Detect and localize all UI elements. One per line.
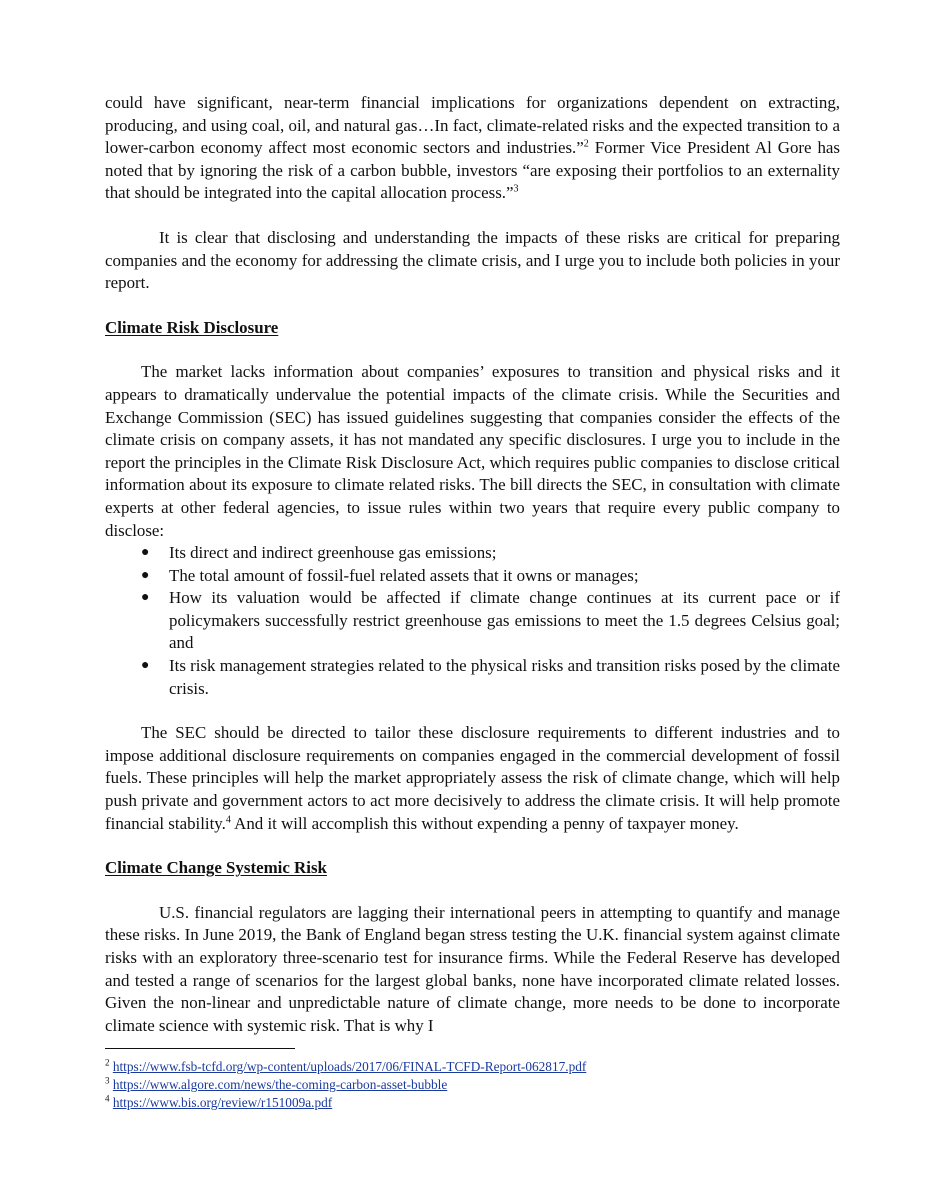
bullet-icon: ● bbox=[141, 545, 150, 561]
footnote-number: 3 bbox=[105, 1075, 110, 1086]
footnote-item bbox=[105, 1076, 586, 1094]
footnote-link[interactable]: https://www.bis.org/review/r151009a.pdf bbox=[112, 1095, 333, 1110]
footnote-item bbox=[105, 1094, 586, 1112]
list-item-text: Its risk management strategies related to the physical risks and transition risks posed by the climate crisis. bbox=[169, 656, 840, 698]
paragraph-text: The SEC should be directed to tailor these disclosure requirements to different industries and to impose additional disclosure requirements on companies engaged in the commercial development of fossil fuels. These principles will help the market appropriately assess the risk of climate change, which will help push private and government actors to act more decisively to address the climate crisis. It will help promote financial stability. bbox=[105, 723, 840, 833]
paragraph-systemic-risk: U.S. financial regulators are lagging their international peers in attempting to quantify and manage these risks. In June 2019, the Bank of England began stress testing the U.K. financial system against climate risks with an exploratory three-scenario test for insurance firms. While the Federal Reserve has developed and tested a range of scenarios for the largest global banks, none have incorporated climate related losses. Given the non-linear and unpredictable nature of climate change, more needs to be done to incorporate climate science with systemic risk. That is why I bbox=[105, 902, 840, 1035]
section-heading-systemic-risk: Climate Change Systemic Risk bbox=[105, 858, 327, 878]
paragraph-sec-tailor bbox=[105, 722, 840, 835]
paragraph-intro-continued bbox=[105, 92, 840, 205]
paragraph-urge-both-policies: It is clear that disclosing and understanding the impacts of these risks are critical for preparing companies and the economy for addressing the climate crisis, and I urge you to include both policies in your report. bbox=[105, 227, 840, 293]
bullet-icon: ● bbox=[141, 567, 150, 583]
footnote-number: 2 bbox=[105, 1057, 110, 1068]
paragraph-disclosure-intro: The market lacks information about companies’ exposures to transition and physical risks and it appears to dramatically undervalue the potential impacts of the climate crisis. While the Securities and Exchange Commission (SEC) has issued guidelines suggesting that companies consider the effects of the climate crisis on company assets, it has not mandated any specific disclosures. I urge you to include in the report the principles in the Climate Risk Disclosure Act, which requires public companies to disclose critical information about its exposure to climate related risks. The bill directs the SEC, in consultation with climate experts at other federal agencies, to issue rules within two years that require every public company to disclose: bbox=[105, 362, 840, 540]
bullet-icon: ● bbox=[141, 658, 150, 674]
footnote-ref[interactable]: 3 bbox=[513, 183, 519, 195]
footnote-item bbox=[105, 1058, 586, 1076]
footnote-link[interactable]: https://www.fsb-tcfd.org/wp-content/uploads/2017/06/FINAL-TCFD-Report-062817.pdf bbox=[112, 1059, 587, 1074]
disclosure-bullet-list bbox=[105, 542, 840, 700]
paragraph-text: could have significant, near-term financial implications for organizations dependent on extracting, producing, and using coal, oil, and natural gas…In fact, climate-related risks and the expected transition to a lower-carbon economy affect most economic sectors and industries.” bbox=[105, 93, 840, 158]
footnote-link[interactable]: https://www.algore.com/news/the-coming-carbon-asset-bubble bbox=[112, 1077, 448, 1092]
footnote-ref[interactable]: 4 bbox=[225, 814, 231, 825]
list-item-text: The total amount of fossil-fuel related assets that it owns or manages; bbox=[169, 565, 639, 585]
list-item-text: Its direct and indirect greenhouse gas emissions; bbox=[169, 543, 497, 563]
document-page bbox=[105, 92, 840, 1037]
section-heading-climate-risk-disclosure: Climate Risk Disclosure bbox=[105, 317, 279, 337]
list-item bbox=[105, 587, 840, 655]
list-item-text: How its valuation would be affected if climate change continues at its current pace or if policymakers successfully restrict greenhouse gas emissions to meet the 1.5 degrees Celsius goal; and bbox=[169, 588, 840, 653]
list-item bbox=[105, 542, 840, 565]
paragraph-text: And it will accomplish this without expending a penny of taxpayer money. bbox=[230, 813, 739, 833]
bullet-icon: ● bbox=[141, 590, 150, 606]
footnotes bbox=[105, 1058, 586, 1112]
footnote-divider bbox=[105, 1048, 295, 1049]
paragraph-text: Former Vice President Al Gore has noted that by ignoring the risk of a carbon bubble, investors “are exposing their portfolios to an externality that should be integrated into the capital allocation process.” bbox=[105, 138, 840, 203]
footnote-ref[interactable]: 2 bbox=[583, 138, 589, 150]
list-item bbox=[105, 655, 840, 700]
list-item bbox=[105, 565, 840, 588]
footnote-number: 4 bbox=[105, 1093, 110, 1104]
